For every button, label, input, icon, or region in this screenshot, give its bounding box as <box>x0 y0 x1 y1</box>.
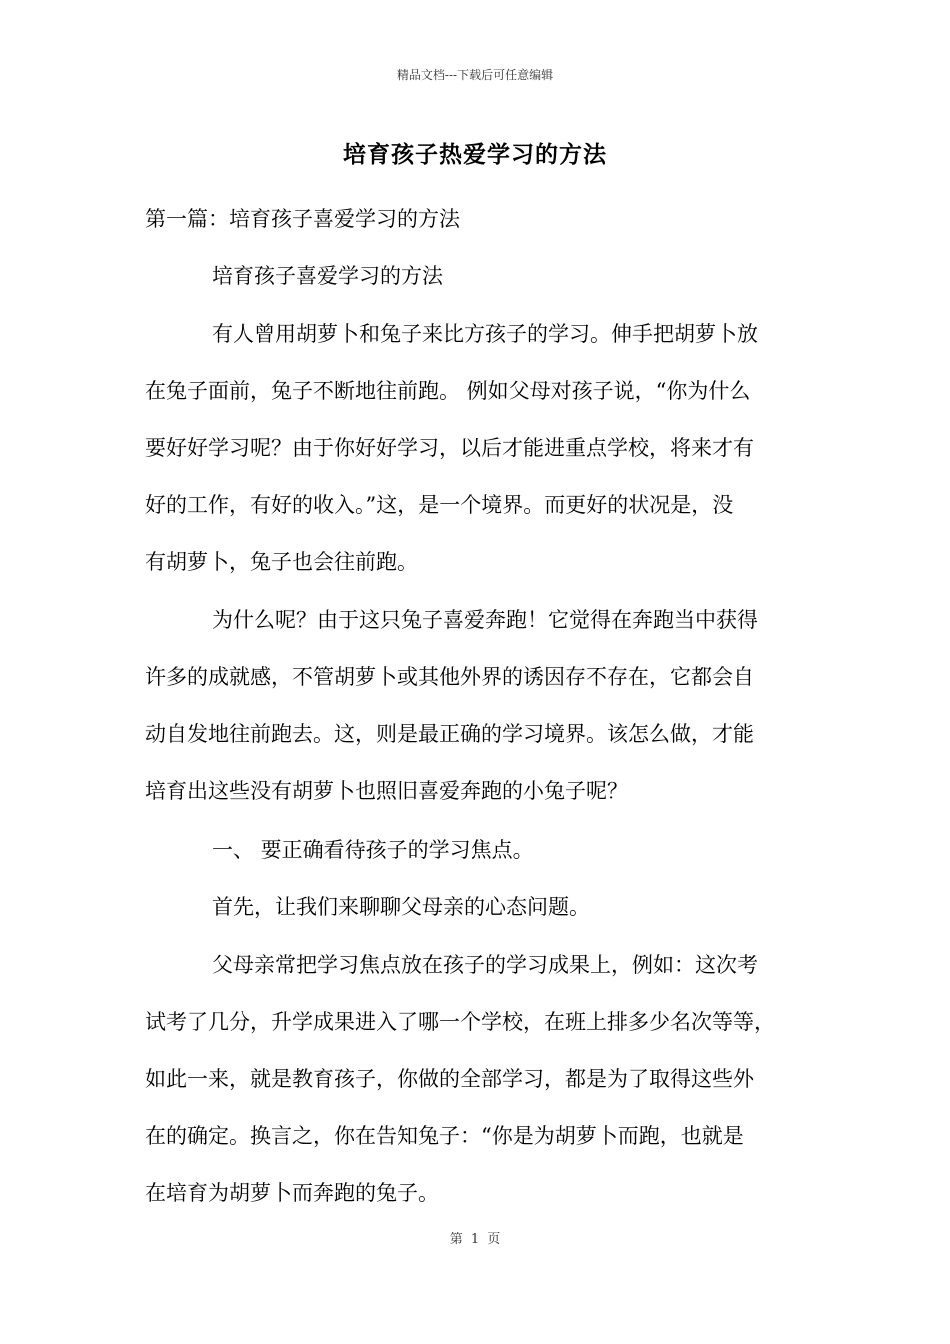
subheading: 培育孩子喜爱学习的方法 <box>212 264 443 288</box>
section-heading: 第一篇：培育孩子喜爱学习的方法 <box>145 207 460 231</box>
paragraph-line: 在兔子面前，兔子不断地往前跑。 例如父母对孩子说，“你为什么 <box>145 379 751 403</box>
page-header: 精品文档---下载后可任意编辑 <box>396 68 554 82</box>
paragraph-line: 许多的成就感，不管胡萝卜或其他外界的诱因存不存在，它都会自 <box>145 665 754 689</box>
paragraph-line: 有胡萝卜，兔子也会往前跑。 <box>145 550 418 574</box>
paragraph-line: 如此一来，就是教育孩子，你做的全部学习，都是为了取得这些外 <box>145 1067 754 1091</box>
numbered-heading: 一、 要正确看待孩子的学习焦点。 <box>212 838 534 862</box>
paragraph-line: 要好好学习呢？由于你好好学习，以后才能进重点学校，将来才有 <box>145 436 754 460</box>
page-number: 第 1 页 <box>449 1232 501 1247</box>
paragraph-line: 首先，让我们来聊聊父母亲的心态问题。 <box>212 895 590 919</box>
paragraph-line: 有人曾用胡萝卜和兔子来比方孩子的学习。伸手把胡萝卜放 <box>212 322 758 346</box>
paragraph-line: 培育出这些没有胡萝卜也照旧喜爱奔跑的小兔子呢？ <box>145 779 628 803</box>
paragraph-line: 在培育为胡萝卜而奔跑的兔子。 <box>145 1181 439 1205</box>
paragraph-line: 试考了几分，升学成果进入了哪一个学校，在班上排多少名次等等， <box>145 1010 775 1034</box>
paragraph-line: 动自发地往前跑去。这，则是最正确的学习境界。该怎么做，才能 <box>145 722 754 746</box>
document-title: 培育孩子热爱学习的方法 <box>343 141 607 168</box>
paragraph-line: 为什么呢？由于这只兔子喜爱奔跑！它觉得在奔跑当中获得 <box>212 608 758 632</box>
paragraph-line: 在的确定。换言之，你在告知兔子：“你是为胡萝卜而跑，也就是 <box>145 1124 744 1148</box>
paragraph-line: 父母亲常把学习焦点放在孩子的学习成果上，例如：这次考 <box>212 953 758 977</box>
paragraph-line: 好的工作，有好的收入。”这，是一个境界。而更好的状况是，没 <box>145 493 734 517</box>
